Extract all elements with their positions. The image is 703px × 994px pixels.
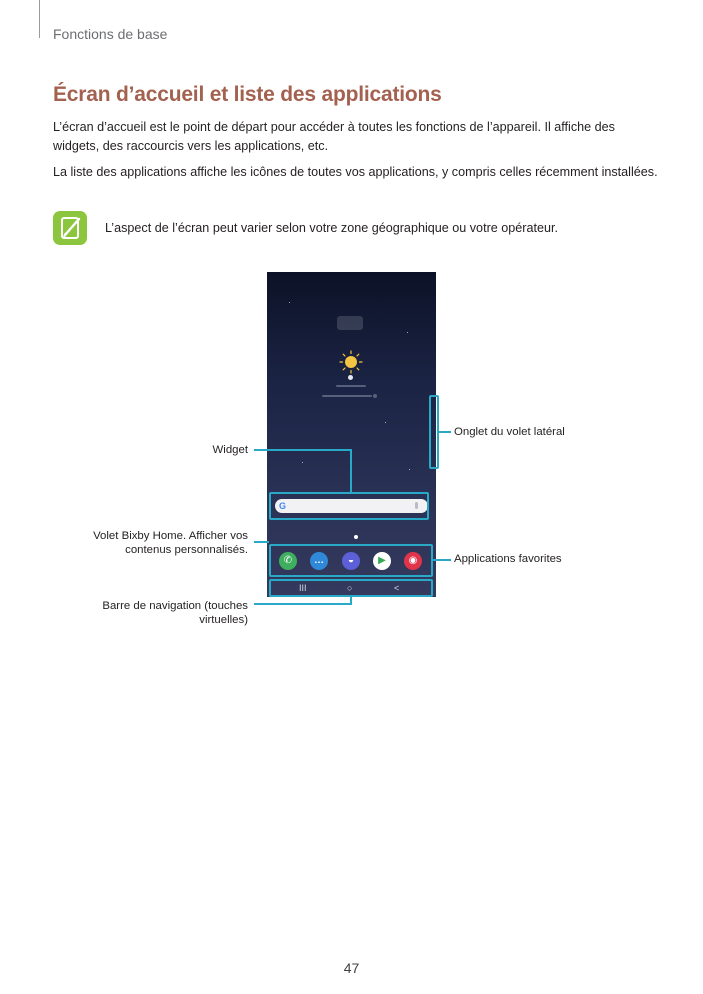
weather-text	[336, 385, 366, 387]
clock-widget	[337, 316, 363, 330]
apps-list-paragraph: La liste des applications affiche les icônes de toutes vos applications, y compris celles récemment installées.	[53, 165, 658, 179]
edge-panel-highlight	[429, 395, 439, 469]
camera-app-icon[interactable]: ◉	[404, 552, 422, 570]
edge-panel-leader	[439, 431, 451, 433]
wallpaper-star	[289, 302, 290, 303]
wallpaper-star	[407, 332, 408, 333]
navbar-callout-line1: Barre de navigation (touches	[102, 600, 248, 612]
internet-app-icon[interactable]: ◒	[342, 552, 360, 570]
widget-leader-vertical	[350, 449, 352, 493]
wallpaper-star	[385, 422, 386, 423]
page-indicator	[354, 535, 358, 539]
navbar-callout	[68, 599, 248, 627]
messages-app-icon[interactable]: …	[310, 552, 328, 570]
wallpaper-star	[302, 462, 303, 463]
intro-paragraph: L’écran d’accueil est le point de départ pour accéder à toutes les fonctions de l’appareil. Il affiche des widgets, des raccourcis vers les applications, etc.	[53, 120, 615, 153]
google-icon: G	[279, 501, 287, 511]
running-header: Fonctions de base	[53, 26, 168, 42]
refresh-icon	[373, 394, 377, 398]
weather-sun-icon	[339, 350, 363, 374]
date-text	[322, 395, 372, 397]
edge-panel-callout: Onglet du volet latéral	[454, 426, 565, 438]
location-pin-icon	[348, 375, 353, 380]
bixby-leader	[254, 541, 269, 543]
recents-key[interactable]: III	[299, 583, 307, 593]
page-title: Écran d’accueil et liste des applications	[53, 83, 442, 106]
favorites-highlight	[269, 544, 433, 577]
favorites-callout: Applications favorites	[454, 553, 562, 565]
home-key[interactable]: ○	[347, 583, 353, 593]
navbar-leader	[254, 603, 352, 605]
phone-app-icon[interactable]: ✆	[279, 552, 297, 570]
back-key[interactable]: <	[394, 583, 400, 593]
favorites-leader	[433, 559, 451, 561]
navbar-highlight	[269, 579, 433, 597]
widget-leader	[254, 449, 352, 451]
widget-callout: Widget	[212, 444, 248, 456]
navbar-leader-vertical	[350, 597, 352, 605]
navbar-callout-line2: virtuelles)	[199, 614, 248, 626]
header-rule	[39, 0, 40, 38]
widget-highlight	[269, 492, 429, 520]
play-store-icon[interactable]: ▶	[373, 552, 391, 570]
page-number: 47	[343, 960, 360, 976]
bixby-callout-line1: Volet Bixby Home. Afficher vos	[93, 530, 248, 542]
note-text: L’aspect de l’écran peut varier selon votre zone géographique ou votre opérateur.	[105, 221, 558, 235]
wallpaper-star	[409, 469, 410, 470]
bixby-callout	[68, 529, 248, 557]
bixby-callout-line2: contenus personnalisés.	[125, 544, 248, 556]
note-icon	[53, 211, 87, 245]
